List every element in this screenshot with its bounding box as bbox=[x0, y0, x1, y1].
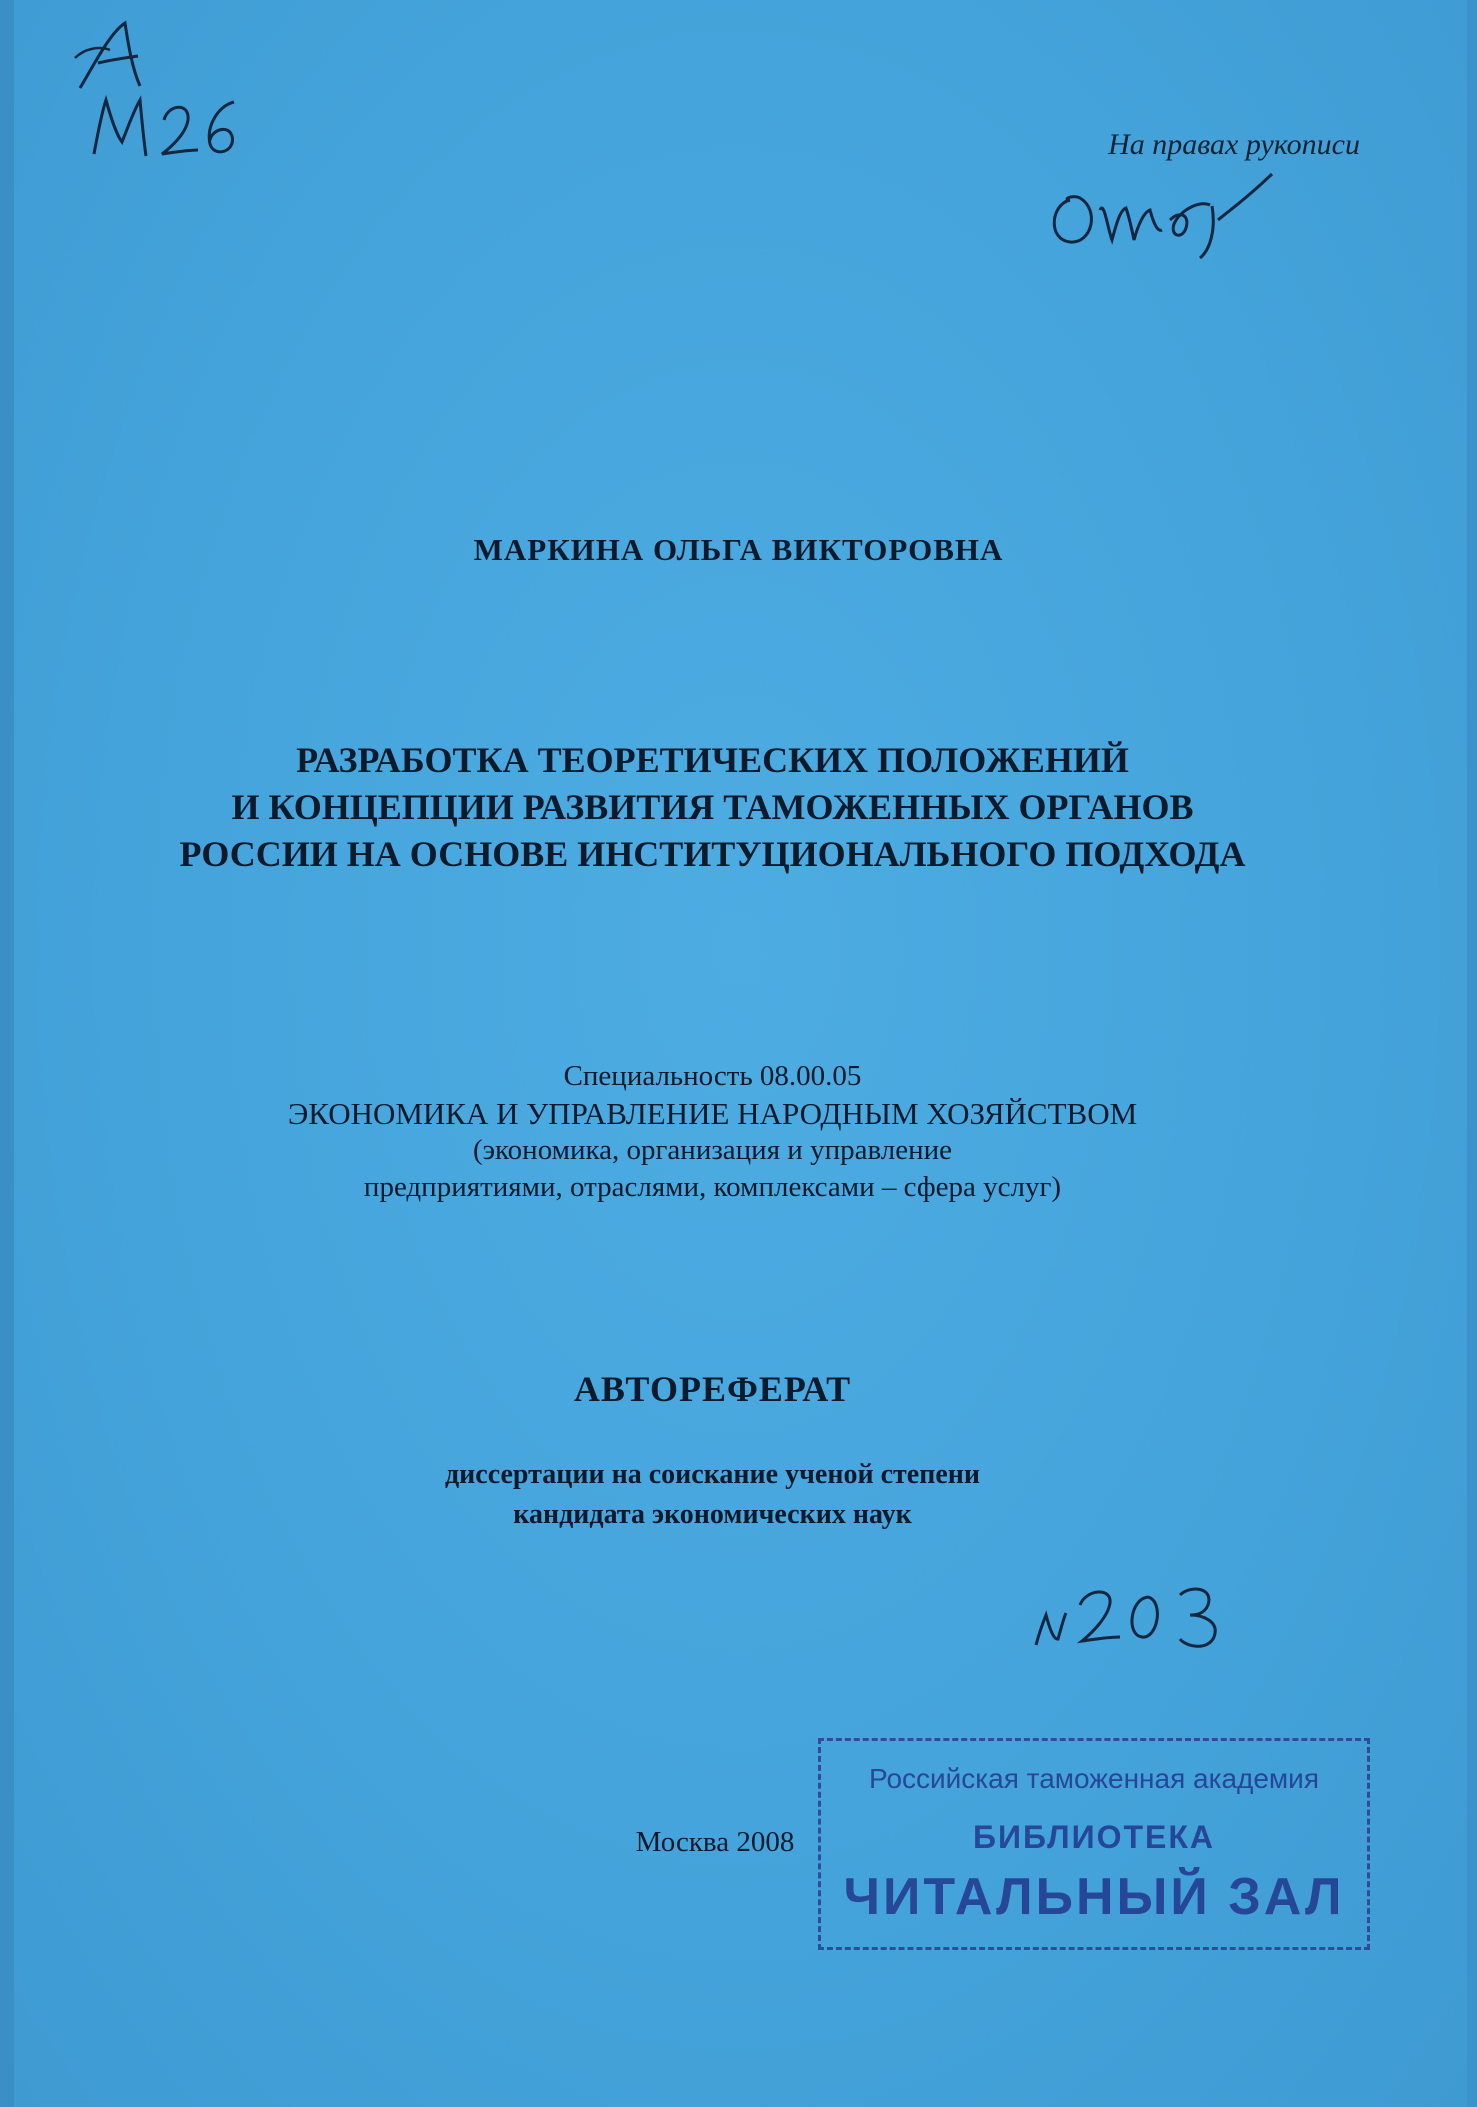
degree-statement bbox=[0, 1455, 1425, 1535]
stamp-reading-room: ЧИТАЛЬНЫЙ ЗАЛ bbox=[843, 1868, 1345, 1926]
dissertation-title bbox=[0, 737, 1425, 878]
specialty-code: Специальность 08.00.05 bbox=[563, 1060, 862, 1092]
library-stamp bbox=[818, 1738, 1370, 1950]
degree-line: кандидата экономических наук bbox=[513, 1499, 912, 1530]
specialty-detail: (экономика, организация и управление bbox=[472, 1134, 953, 1166]
place-and-year: Москва 2008 bbox=[635, 1826, 795, 1858]
title-line: РАЗРАБОТКА ТЕОРЕТИЧЕСКИХ ПОЛОЖЕНИЙ bbox=[296, 740, 1129, 780]
paper-edge-right bbox=[1467, 0, 1477, 2107]
handwritten-signature bbox=[1040, 170, 1280, 260]
specialty-block bbox=[0, 1058, 1425, 1206]
author-name: МАРКИНА ОЛЬГА ВИКТОРОВНА bbox=[473, 532, 1004, 567]
handwritten-letter-a bbox=[70, 18, 160, 93]
specialty-detail: предприятиями, отраслями, комплексами – сфера услуг) bbox=[363, 1171, 1062, 1203]
handwritten-shelf-mark bbox=[86, 92, 246, 164]
document-type: АВТОРЕФЕРАТ bbox=[573, 1369, 852, 1409]
specialty-field: ЭКОНОМИКА И УПРАВЛЕНИЕ НАРОДНЫМ ХОЗЯЙСТВОМ bbox=[287, 1096, 1138, 1131]
title-line: РОССИИ НА ОСНОВЕ ИНСТИТУЦИОНАЛЬНОГО ПОДХОДА bbox=[179, 834, 1246, 874]
manuscript-rights-note: На правах рукописи bbox=[1108, 128, 1360, 161]
handwritten-inventory-number bbox=[1030, 1575, 1240, 1655]
degree-line: диссертации на соискание ученой степени bbox=[444, 1459, 981, 1490]
stamp-library: БИБЛИОТЕКА bbox=[972, 1819, 1216, 1855]
stamp-academy: Российская таможенная академия bbox=[869, 1763, 1319, 1794]
title-line: И КОНЦЕПЦИИ РАЗВИТИЯ ТАМОЖЕННЫХ ОРГАНОВ bbox=[231, 787, 1194, 827]
paper-edge-left bbox=[0, 0, 14, 2107]
